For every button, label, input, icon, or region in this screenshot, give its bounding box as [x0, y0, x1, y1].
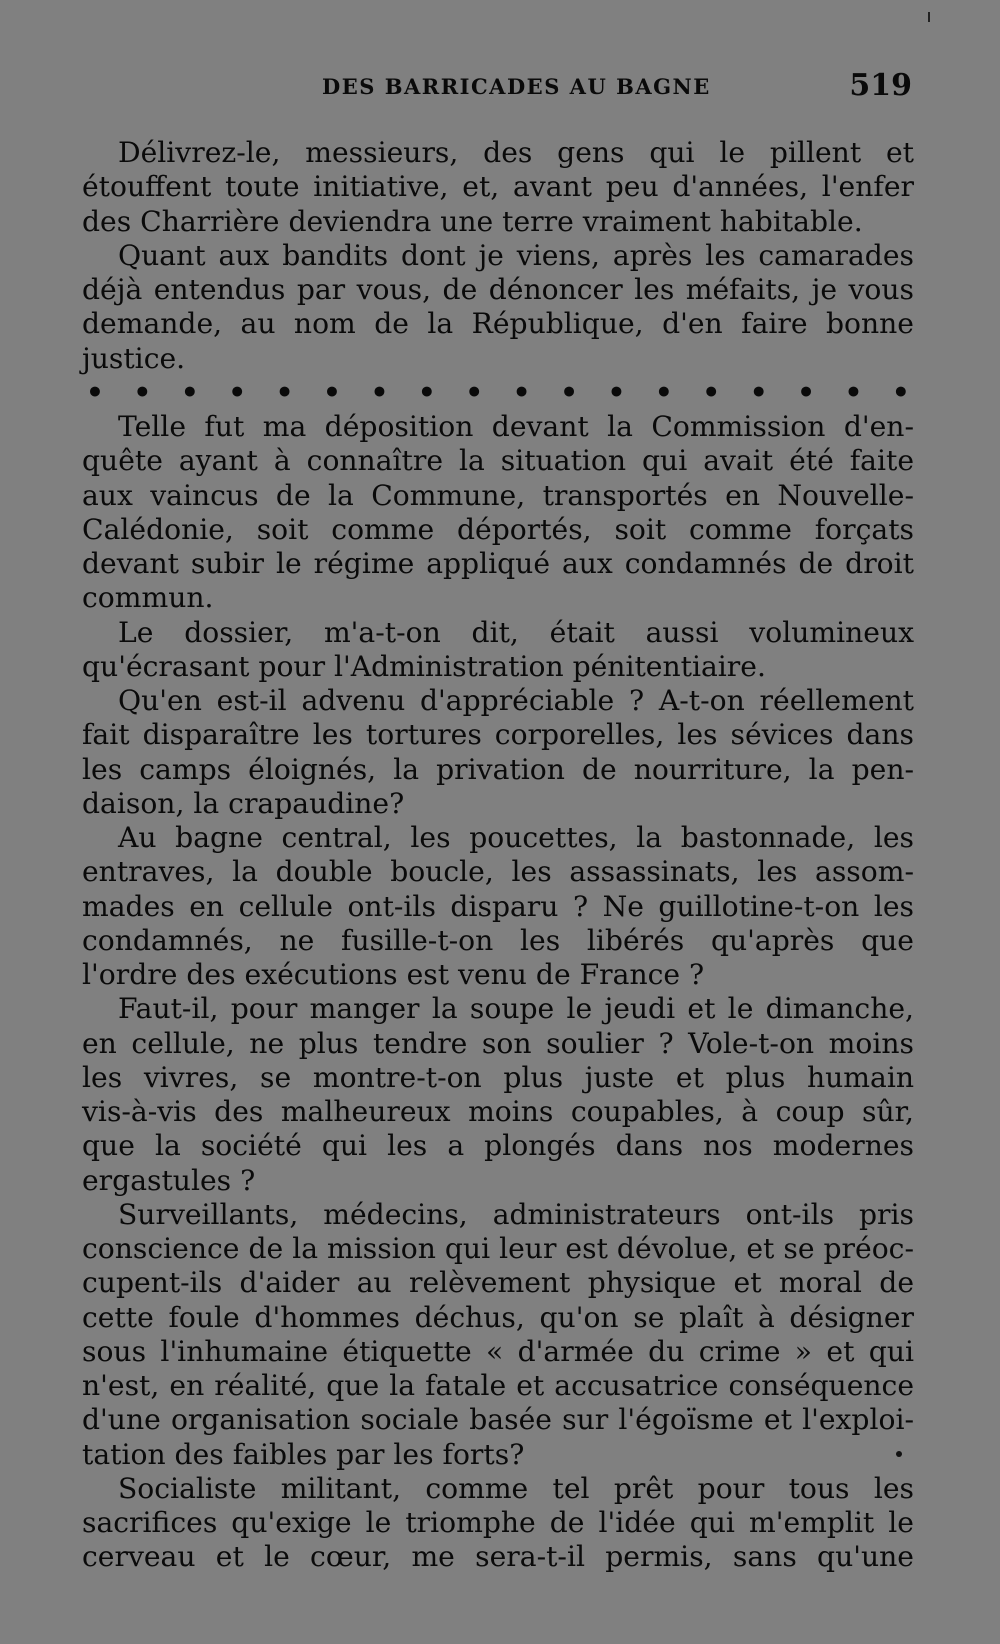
text-line: Faut-il, pour manger la soupe le jeudi et le dimanche, — [118, 992, 914, 1026]
text-line: vis-à-vis des malheureux moins coupables, à coup sûr, — [82, 1095, 914, 1128]
text-line: déjà entendus par vous, de dénoncer les méfaits, je vous — [82, 273, 914, 306]
text-line: daison, la crapaudine? — [82, 786, 405, 820]
text-line: condamnés, ne fusille-t-on les libérés qu'après que — [82, 923, 914, 957]
body-text — [82, 136, 914, 1575]
text-line: devant subir le régime appliqué aux condamnés de droit — [82, 547, 914, 580]
text-line: Le dossier, m'a-t-on dit, était aussi volumineux — [118, 615, 914, 649]
separator-dot: • — [749, 375, 768, 409]
text-line: Surveillants, médecins, administrateurs ont-ils pris — [118, 1197, 914, 1231]
separator-dot: • — [228, 375, 247, 409]
separator-dot: • — [465, 375, 484, 409]
text-line: demande, au nom de la République, d'en faire bonne — [82, 307, 914, 341]
separator-dot: • — [370, 375, 389, 409]
text-line: des Charrière deviendra une terre vraiment habitable. — [82, 204, 863, 238]
text-line: tation des faibles par les forts? — [82, 1437, 525, 1471]
separator-dot: • — [323, 375, 341, 409]
text-line: Calédonie, soit comme déportés, soit comme forçats — [82, 512, 914, 546]
text-line: sacrifices qu'exige le triomphe de l'idée qui m'emplit le — [82, 1506, 914, 1539]
text-line: sous l'inhumaine étiquette « d'armée du crime » et qui — [82, 1334, 914, 1368]
text-line: les camps éloignés, la privation de nourriture, la pen- — [82, 752, 914, 786]
text-line: étouffent toute initiative, et, avant peu d'années, l'enfer — [82, 170, 914, 204]
separator-dot: • — [133, 375, 152, 409]
separator-dot: • — [86, 375, 104, 409]
separator-dot: • — [180, 375, 199, 409]
separator-dot: • — [417, 375, 436, 409]
text-line: Au bagne central, les poucettes, la bastonnade, les — [118, 821, 914, 854]
text-line: fait disparaître les tortures corporelles, les sévices dans — [82, 718, 914, 752]
stray-dot — [896, 1451, 902, 1457]
page-header — [82, 70, 912, 106]
separator-dot: • — [702, 375, 721, 409]
text-line: en cellule, ne plus tendre son soulier ? Vole-t-on moins — [82, 1026, 914, 1060]
text-line: Telle fut ma déposition devant la Commission d'en- — [118, 410, 914, 443]
text-line: mades en cellule ont-ils disparu ? Ne guillotine-t-on les — [82, 889, 914, 923]
text-line: Qu'en est-il advenu d'appréciable ? A-t-on réellement — [118, 684, 914, 717]
separator-dot: • — [654, 375, 673, 409]
text-line: cerveau et le cœur, me sera-t-il permis, sans qu'une — [82, 1540, 914, 1574]
text-line: qu'écrasant pour l'Administration pénitentiaire. — [82, 649, 766, 683]
text-line: cette foule d'hommes déchus, qu'on se plaît à désigner — [82, 1300, 914, 1334]
text-line: aux vaincus de la Commune, transportés en Nouvelle- — [82, 478, 914, 512]
text-line: entraves, la double boucle, les assassinats, les assom- — [82, 855, 914, 889]
separator-dot: • — [797, 375, 815, 409]
page-number: 519 — [849, 68, 912, 103]
separator-dot: • — [512, 375, 531, 409]
separator-dot: • — [275, 375, 294, 409]
text-line: les vivres, se montre-t-on plus juste et plus humain — [82, 1060, 914, 1094]
separator-dot: • — [844, 375, 863, 409]
separator-dot: • — [560, 375, 578, 409]
text-line: Quant aux bandits dont je viens, après les camarades — [118, 238, 914, 272]
text-line: d'une organisation sociale basée sur l'égoïsme et l'exploi- — [82, 1403, 914, 1437]
separator-dot: • — [891, 375, 910, 409]
text-line: ergastules ? — [82, 1163, 256, 1197]
running-title: DES BARRICADES AU BAGNE — [322, 74, 711, 99]
text-line: cupent-ils d'aider au relèvement physique et moral de — [82, 1266, 914, 1300]
text-line: conscience de la mission qui leur est dévolue, et se préoc- — [82, 1232, 914, 1265]
text-line: justice. — [82, 341, 186, 375]
separator-dot: • — [607, 375, 626, 409]
text-line: Socialiste militant, comme tel prêt pour tous les — [118, 1471, 914, 1505]
section-separator — [82, 376, 914, 410]
margin-mark — [928, 12, 930, 22]
text-line: n'est, en réalité, que la fatale et accusatrice conséquence — [82, 1369, 914, 1402]
text-line: commun. — [82, 581, 214, 615]
text-line: quête ayant à connaître la situation qui avait été faite — [82, 444, 914, 478]
text-line: l'ordre des exécutions est venu de France ? — [82, 958, 705, 991]
text-line: que la société qui les a plongés dans nos modernes — [82, 1129, 914, 1163]
text-line: Délivrez-le, messieurs, des gens qui le pillent et — [118, 136, 914, 169]
